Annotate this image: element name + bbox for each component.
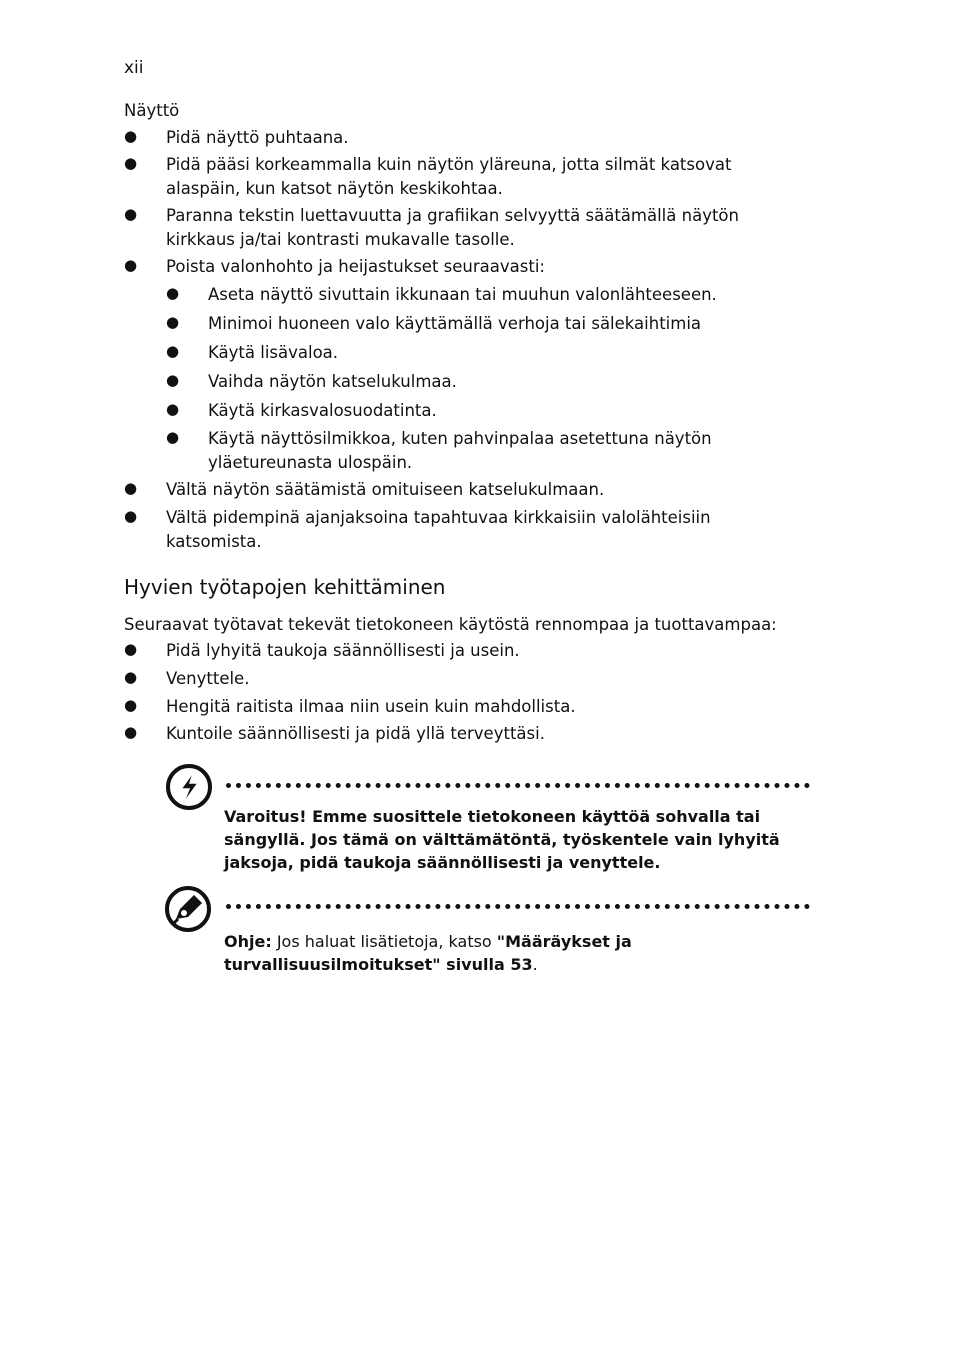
sub-bullet: ● [166, 313, 180, 331]
sub-list-item: Käytä lisävaloa. [208, 343, 339, 362]
sub-list-item-continuation: yläetureunasta ulospäin. [208, 453, 413, 472]
sub-list-item: Vaihda näytön katselukulmaa. [208, 372, 457, 391]
sub-list-item: Käytä kirkasvalosuodatinta. [208, 401, 437, 420]
note-label: Ohje: [224, 932, 272, 951]
list-item: Poista valonhohto ja heijastukset seuraavasti: [166, 257, 545, 276]
list-item: Pidä näyttö puhtaana. [166, 128, 349, 147]
list-item: Pidä pääsi korkeammalla kuin näytön yläreuna, jotta silmät katsovat [166, 155, 732, 174]
sub-list-item: Minimoi huoneen valo käyttämällä verhoja tai sälekaihtimia [208, 314, 702, 333]
bullet: ● [124, 668, 138, 686]
bullet: ● [124, 723, 138, 741]
sub-list-item: Aseta näyttö sivuttain ikkunaan tai muuhun valonlähteeseen. [208, 285, 717, 304]
warning-divider [226, 783, 810, 788]
page-number: xii [124, 58, 144, 78]
list-item: Vältä pidempinä ajanjaksoina tapahtuvaa kirkkaisiin valolähteisiin [166, 508, 711, 527]
sub-list-item: Käytä näyttösilmikkoa, kuten pahvinpalaa asetettuna näytön [208, 429, 712, 448]
sub-bullet: ● [166, 342, 180, 360]
warning-text: jaksoja, pidä taukoja säännöllisesti ja venyttele. [224, 853, 661, 872]
note-pencil-icon [162, 883, 214, 935]
bullet: ● [124, 479, 138, 497]
bullet: ● [124, 640, 138, 658]
note-line-2 [224, 953, 538, 976]
list-item-continuation: alaspäin, kun katsot näytön keskikohtaa. [166, 179, 503, 198]
note-text: Jos haluat lisätietoja, katso [271, 932, 497, 951]
section-title: Näyttö [124, 101, 180, 120]
sub-bullet: ● [166, 284, 180, 302]
warning-lightning-icon [164, 762, 214, 812]
list-item-continuation: katsomista. [166, 532, 262, 551]
warning-text: sängyllä. Jos tämä on välttämätöntä, työskentele vain lyhyitä [224, 830, 780, 849]
list-item: Hengitä raitista ilmaa niin usein kuin mahdollista. [166, 697, 576, 716]
sub-bullet: ● [166, 428, 180, 446]
bullet: ● [124, 127, 138, 145]
note-reference-link-cont[interactable]: turvallisuusilmoitukset" sivulla 53 [224, 955, 533, 974]
note-divider [226, 904, 810, 909]
list-item: Kuntoile säännöllisesti ja pidä yllä terveyttäsi. [166, 724, 545, 743]
list-item: Pidä lyhyitä taukoja säännöllisesti ja usein. [166, 641, 520, 660]
bullet: ● [124, 696, 138, 714]
bullet: ● [124, 154, 138, 172]
bullet: ● [124, 205, 138, 223]
section-heading: Hyvien työtapojen kehittäminen [124, 575, 446, 599]
sub-bullet: ● [166, 371, 180, 389]
list-item: Paranna tekstin luettavuutta ja grafiikan selvyyttä säätämällä näytön [166, 206, 739, 225]
bullet: ● [124, 256, 138, 274]
warning-text: Varoitus! Emme suosittele tietokoneen käyttöä sohvalla tai [224, 807, 761, 826]
section-intro: Seuraavat työtavat tekevät tietokoneen käytöstä rennompaa ja tuottavampaa: [124, 615, 777, 634]
note-reference-link[interactable]: "Määräykset ja [496, 932, 632, 951]
note-line-1 [224, 930, 632, 953]
list-item: Venyttele. [166, 669, 250, 688]
bullet: ● [124, 507, 138, 525]
sub-bullet: ● [166, 400, 180, 418]
list-item-continuation: kirkkaus ja/tai kontrasti mukavalle tasolle. [166, 230, 515, 249]
list-item: Vältä näytön säätämistä omituiseen katselukulmaan. [166, 480, 605, 499]
note-text-end: . [532, 955, 538, 974]
